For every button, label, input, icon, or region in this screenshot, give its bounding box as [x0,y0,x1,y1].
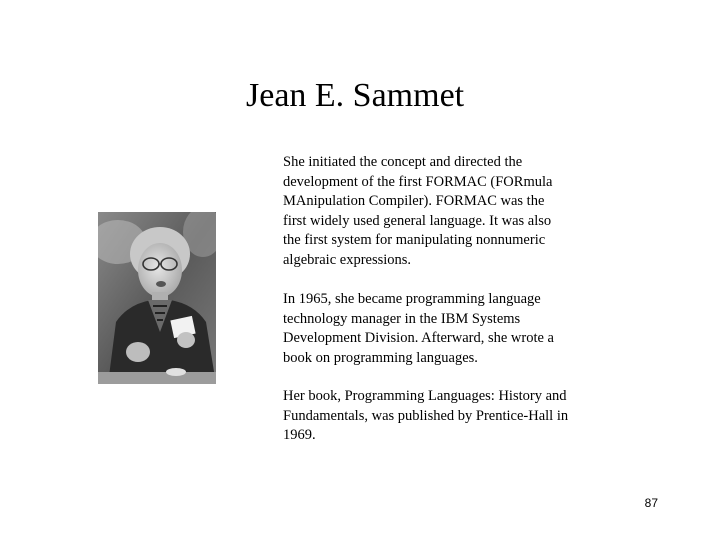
paragraph-line: Her book, Programming Languages: History and [283,388,567,404]
paragraph-line: technology manager in the IBM Systems [283,310,521,327]
paragraph-ibm [283,290,554,368]
paragraph-line: development of the first FORMAC (FORmula [283,173,553,190]
paragraph-formac [283,153,552,270]
paragraph-line: MAnipulation Compiler). FORMAC was the [283,193,545,209]
paragraph-line: the first system for manipulating nonnumeric [283,232,546,248]
paragraph-line: book on programming languages. [283,349,478,366]
paragraph-line: In 1965, she became programming language [283,291,541,307]
paragraph-line: Fundamentals, was published by Prentice-Hall in [283,407,569,424]
paragraph-line: She initiated the concept and directed the [283,154,523,170]
portrait-photo [98,212,216,384]
page-number: 87 [644,496,658,510]
paragraph-line: first widely used general language. It was also [283,212,552,229]
paragraph-line: algebraic expressions. [283,251,412,268]
slide-title: Jean E. Sammet [246,77,465,114]
paragraph-line: Development Division. Afterward, she wrote a [283,330,554,346]
paragraph-book [283,387,568,446]
paragraph-line: 1969. [283,427,316,443]
